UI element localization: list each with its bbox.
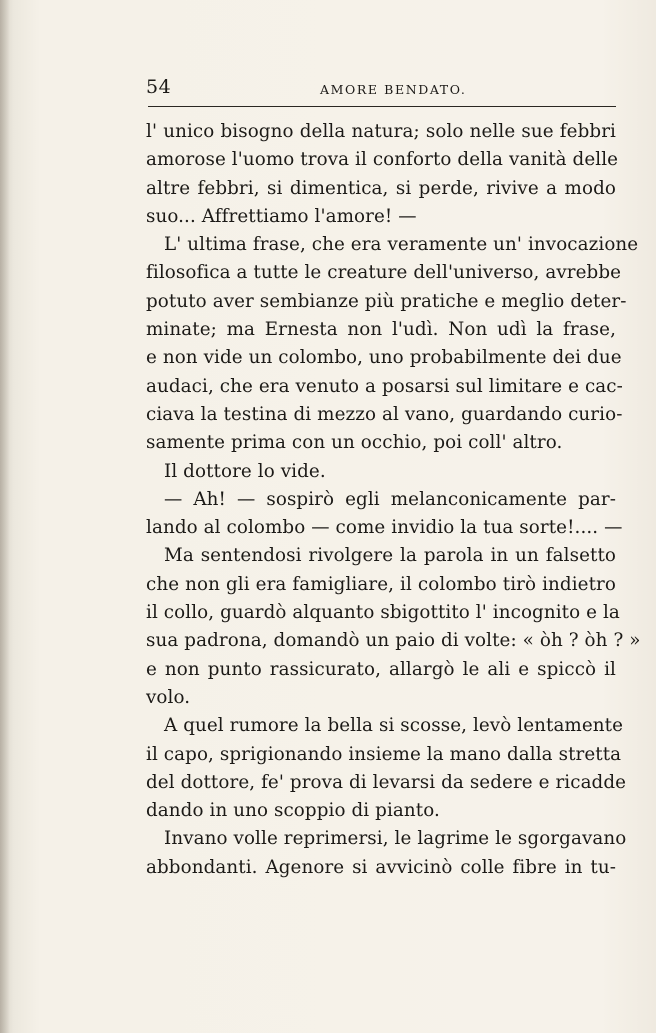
text-line: volo.: [146, 686, 191, 708]
text-line: il capo, sprigionando insieme la mano dalla stretta: [146, 743, 622, 765]
text-line: — Ah! — sospirò egli melanconicamente par-: [164, 488, 616, 510]
text-line: dando in uno scoppio di pianto.: [146, 800, 440, 822]
text-line: Il dottore lo vide.: [164, 460, 326, 482]
text-line: sua padrona, domandò un paio di volte: « òh ? òh ? »: [146, 630, 641, 652]
text-line: altre febbri, si dimentica, si perde, rivive a modo: [146, 177, 616, 199]
running-title: AMORE BENDATO.: [320, 82, 467, 97]
text-line: ciava la testina di mezzo al vano, guardando curio-: [146, 403, 623, 425]
text-line: Invano volle reprimersi, le lagrime le sgorgavano: [164, 828, 627, 850]
text-line: amorose l'uomo trova il conforto della vanità delle: [146, 149, 619, 171]
text-line: del dottore, fe' prova di levarsi da sedere e ricadde: [146, 771, 627, 793]
text-line: e non vide un colombo, uno probabilmente dei due: [146, 347, 622, 369]
text-line: minate; ma Ernesta non l'udì. Non udì la frase,: [146, 319, 616, 341]
text-line: audaci, che era venuto a posarsi sul limitare e cac-: [146, 375, 623, 397]
text-line: abbondanti. Agenore si avvicinò colle fibre in tu-: [146, 856, 616, 878]
text-line: L' ultima frase, che era veramente un' invocazione: [164, 234, 639, 256]
text-line: l' unico bisogno della natura; solo nelle sue febbri: [146, 121, 616, 142]
page-gutter-shadow: [0, 0, 10, 1033]
header-rule: [148, 106, 616, 107]
text-line: il collo, guardò alquanto sbigottito l' incognito e la: [146, 602, 620, 624]
text-line: lando al colombo — come invidio la tua sorte!.... —: [146, 517, 623, 539]
text-line: e non punto rassicurato, allargò le ali e spiccò il: [146, 658, 616, 680]
body-text: [146, 118, 641, 882]
text-line: che non gli era famigliare, il colombo tirò indietro: [146, 573, 616, 595]
page-header: [146, 76, 616, 102]
text-line: Ma sentendosi rivolgere la parola in un falsetto: [164, 545, 616, 567]
text-line: suo... Affrettiamo l'amore! —: [146, 205, 417, 227]
text-line: potuto aver sembianze più pratiche e meglio deter-: [146, 290, 627, 312]
page-number: 54: [146, 76, 172, 98]
text-line: A quel rumore la bella si scosse, levò lentamente: [164, 715, 624, 737]
text-line: samente prima con un occhio, poi coll' altro.: [146, 432, 563, 454]
text-line: filosofica a tutte le creature dell'universo, avrebbe: [146, 262, 622, 284]
